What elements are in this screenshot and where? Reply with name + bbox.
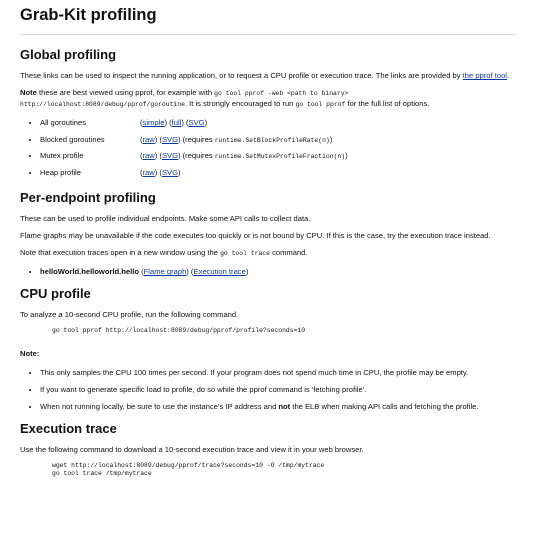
list-item: • If you want to generate specific load to profile, do so while the pprof command is 'fetching profile'. [40,385,516,395]
execution-trace-link[interactable]: Execution trace [193,267,246,277]
global-note-text2: . It is strongly encouraged to run [184,98,296,108]
profile-label: • Blocked goroutines [40,134,105,144]
heap-raw-link[interactable]: raw [142,167,155,177]
global-intro-end: . [506,71,510,81]
list-row [40,135,516,152]
goroutines-full-link[interactable]: full [171,118,182,128]
requires-end: ) [329,134,333,144]
trace-commands [52,462,516,479]
pprof-tool-link[interactable]: the pprof tool [462,71,507,81]
list-item [40,151,516,168]
profile-links: (raw) (SVG) (requires runtime.SetBlockProfileRate(n)) [140,134,333,144]
list-item: • This only samples the CPU 100 times per second. If your program does not spend much time in CPU, the profile may be empty. [40,368,516,378]
global-note-label: Note [20,88,37,98]
endpoint-p1: These can be used to profile individual endpoints. Make some API calls to collect data. [20,213,311,223]
list-row [40,168,516,185]
list-item [40,402,516,412]
cpu-profile-heading: CPU profile [20,286,91,302]
note-text-a: When not running locally, be sure to use the instance's IP address and [40,402,279,412]
note-text-c: the ELB when making API calls and fetching the profile. [290,402,479,412]
requires-text: (requires [182,151,215,161]
mutex-svg-link[interactable]: SVG [161,151,178,161]
trace-intro: Use the following command to download a 10-second execution trace and view it in your web browser. [20,445,364,454]
global-note-code1: go tool pprof -web <path to binary> [214,90,349,98]
global-intro-text: These links can be used to inspect the running application, or to request a CPU profile or execution trace. The links are provided by [20,71,463,81]
requires-text: (requires [182,134,215,144]
global-note [20,88,516,109]
trace-command-1: wget http://localhost:8089/debug/pprof/trace?seconds=10 -O /tmp/mytrace [52,462,325,470]
page-title: Grab-Kit profiling [20,6,516,35]
endpoint-list [20,267,516,277]
profile-links: (raw) (SVG) [140,167,181,177]
global-note-text1: these are best viewed using pprof, for example with [36,88,215,98]
heap-svg-link[interactable]: SVG [161,167,178,177]
note-text-b: not [278,402,291,412]
global-note-code3: go tool pprof [295,100,346,108]
global-note-text3: for the full list of options. [345,98,430,108]
requires-code: runtime.SetMutexProfileFraction(n) [214,153,346,161]
list-row [40,151,516,168]
list-item [40,135,516,152]
goroutines-svg-link[interactable]: SVG [188,118,205,128]
global-profile-list [20,118,516,184]
blocked-svg-link[interactable]: SVG [161,134,178,144]
cpu-command: go tool pprof http://localhost:8089/debug/pprof/profile?seconds=10 [52,327,306,335]
list-item [40,118,516,135]
blocked-raw-link[interactable]: raw [142,134,155,144]
endpoint-p3 [20,248,516,258]
global-profiling-heading: Global profiling [20,46,117,62]
profile-links: (raw) (SVG) (requires runtime.SetMutexProfileFraction(n)) [140,151,348,161]
execution-trace-heading: Execution trace [20,421,117,437]
profile-label: • All goroutines [40,118,87,128]
list-row [40,118,516,135]
cpu-intro: To analyze a 10-second CPU profile, run the following command. [20,310,239,319]
cpu-note-list [20,368,516,412]
mutex-raw-link[interactable]: raw [142,151,155,161]
cpu-note-heading [20,349,516,359]
requires-end: ) [345,151,348,161]
endpoint-profiling-heading: Per-endpoint profiling [20,190,156,206]
list-item [40,168,516,185]
list-item: • helloWorld.helloworld.hello (Flame graph) (Execution trace) [40,267,516,277]
endpoint-p3-code: go tool trace [220,249,270,257]
cpu-note-label: Note: [20,349,40,359]
endpoint-p3-end: command. [269,247,308,257]
profile-label: • Heap profile [40,167,81,177]
trace-command-2: go tool trace /tmp/mytrace [52,470,152,478]
global-note-code2: http://localhost:8089/debug/pprof/goroutine [20,100,185,108]
endpoint-p2: Flame graphs may be unavailable if the code executes too quickly or is not bound by CPU. If this is the case, try the execution trace instead. [20,230,491,240]
requires-code: runtime.SetBlockProfileRate(n) [214,136,330,144]
global-intro [20,71,516,81]
flame-graph-link[interactable]: Flame graph [143,267,187,277]
endpoint-name: helloWorld.helloworld.hello [40,267,140,277]
profile-label: • Mutex profile [40,151,84,161]
profile-links: (simple) (full) (SVG) [140,118,208,128]
goroutines-simple-link[interactable]: simple [142,118,165,128]
endpoint-p3-text: Note that execution traces open in a new window using the [20,247,221,257]
